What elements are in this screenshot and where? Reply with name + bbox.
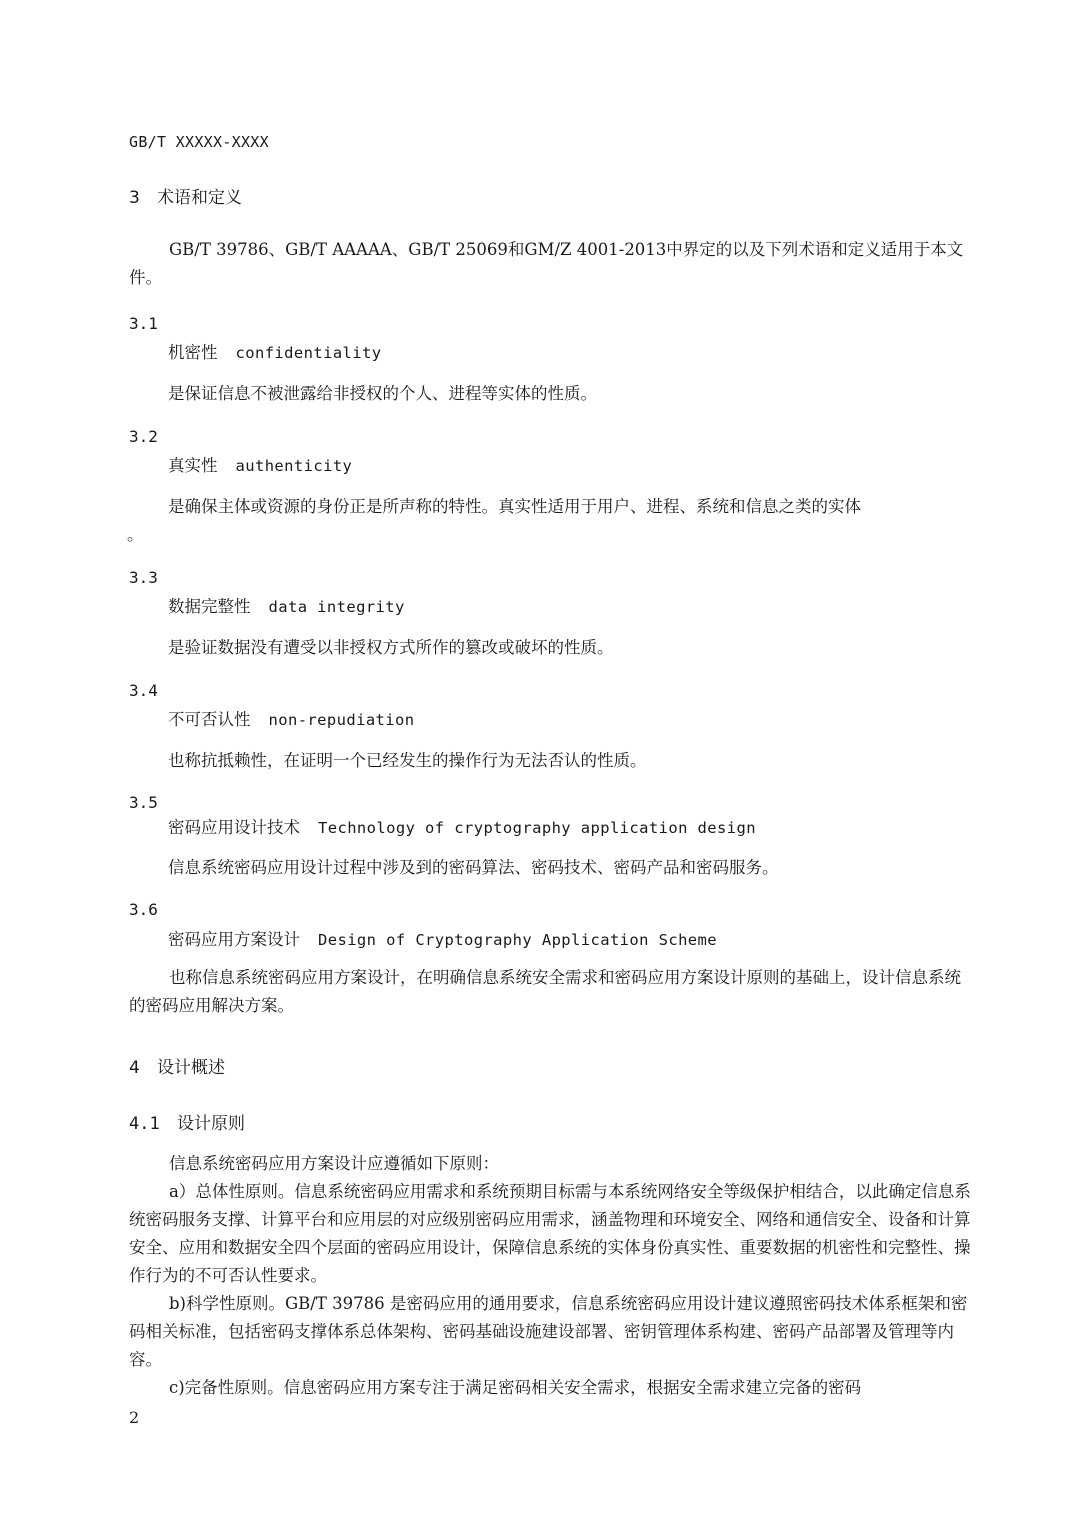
term-title <box>168 593 405 617</box>
term-definition-tail: 。 <box>127 525 144 544</box>
term-zh: 密码应用设计技术 <box>168 818 300 837</box>
term-definition: 是保证信息不被泄露给非授权的个人、进程等实体的性质。 <box>168 384 597 403</box>
term-number: 3.1 <box>129 314 158 333</box>
term-number: 3.5 <box>129 793 158 812</box>
section-4-title: 设计概述 <box>157 1058 225 1078</box>
section-4-1-number: 4.1 <box>129 1114 160 1134</box>
term-definition: 也称抗抵赖性，在证明一个已经发生的操作行为无法否认的性质。 <box>168 751 647 770</box>
term-en: Design of Cryptography Application Scheme <box>318 931 718 949</box>
term-definition: 也称信息系统密码应用方案设计，在明确信息系统安全需求和密码应用方案设计原则的基础上，设计信息系统的密码应用解决方案。 <box>129 968 961 1015</box>
term-zh: 密码应用方案设计 <box>168 930 300 949</box>
term-number: 3.4 <box>129 681 158 700</box>
term-definition: 信息系统密码应用设计过程中涉及到的密码算法、密码技术、密码产品和密码服务。 <box>168 858 779 877</box>
term-en: non-repudiation <box>268 711 415 729</box>
principles-intro: 信息系统密码应用方案设计应遵循如下原则： <box>169 1154 499 1173</box>
term-en: data integrity <box>268 598 405 616</box>
principle-item-b: b)科学性原则。GB/T 39786 是密码应用的通用要求，信息系统密码应用设计建议遵照密码技术体系框架和密码相关标准，包括密码支撑体系总体架构、密码基础设施建设部署、密钥管理体系构建、密码产品部署及管理等内容。 <box>129 1294 968 1369</box>
term-number: 3.2 <box>129 427 158 446</box>
term-zh: 机密性 <box>168 343 218 362</box>
term-title <box>168 339 381 363</box>
term-zh: 数据完整性 <box>168 597 251 616</box>
term-en: confidentiality <box>235 344 382 362</box>
term-title <box>168 926 717 950</box>
section-4-1-title: 设计原则 <box>177 1114 245 1134</box>
section-3-number: 3 <box>129 188 140 208</box>
term-zh: 不可否认性 <box>168 710 251 729</box>
page-number: 2 <box>129 1408 140 1427</box>
section-3-heading <box>129 183 242 208</box>
standard-code: GB/T XXXXX-XXXX <box>129 133 269 151</box>
term-en: authenticity <box>235 457 353 475</box>
term-title <box>168 706 414 730</box>
section-3-title: 术语和定义 <box>157 188 242 208</box>
term-definition: 是验证数据没有遭受以非授权方式所作的篡改或破坏的性质。 <box>168 638 614 657</box>
term-title <box>168 814 756 838</box>
section-4-heading <box>129 1053 225 1078</box>
term-number: 3.6 <box>129 900 158 919</box>
section-4-number: 4 <box>129 1058 140 1078</box>
term-definition: 是确保主体或资源的身份正是所声称的特性。真实性适用于用户、进程、系统和信息之类的实体 <box>168 497 861 516</box>
term-zh: 真实性 <box>168 456 218 475</box>
term-title <box>168 452 352 476</box>
principle-item-a: a）总体性原则。信息系统密码应用需求和系统预期目标需与本系统网络安全等级保护相结合，以此确定信息系统密码服务支撑、计算平台和应用层的对应级别密码应用需求，涵盖物理和环境安全、网络和通信安全、设备和计算安全、应用和数据安全四个层面的密码应用设计，保障信息系统的实体身份真实性、重要数据的机密性和完整性、操作行为的不可否认性要求。 <box>129 1182 971 1285</box>
term-number: 3.3 <box>129 568 158 587</box>
section-4-1-heading <box>129 1109 245 1134</box>
section-3-intro: GB/T 39786、GB/T AAAAA、GB/T 25069和GM/Z 4001-2013中界定的以及下列术语和定义适用于本文件。 <box>129 240 964 287</box>
principle-item-c: c)完备性原则。信息密码应用方案专注于满足密码相关安全需求，根据安全需求建立完备的密码 <box>169 1378 862 1397</box>
term-en: Technology of cryptography application design <box>318 819 756 837</box>
